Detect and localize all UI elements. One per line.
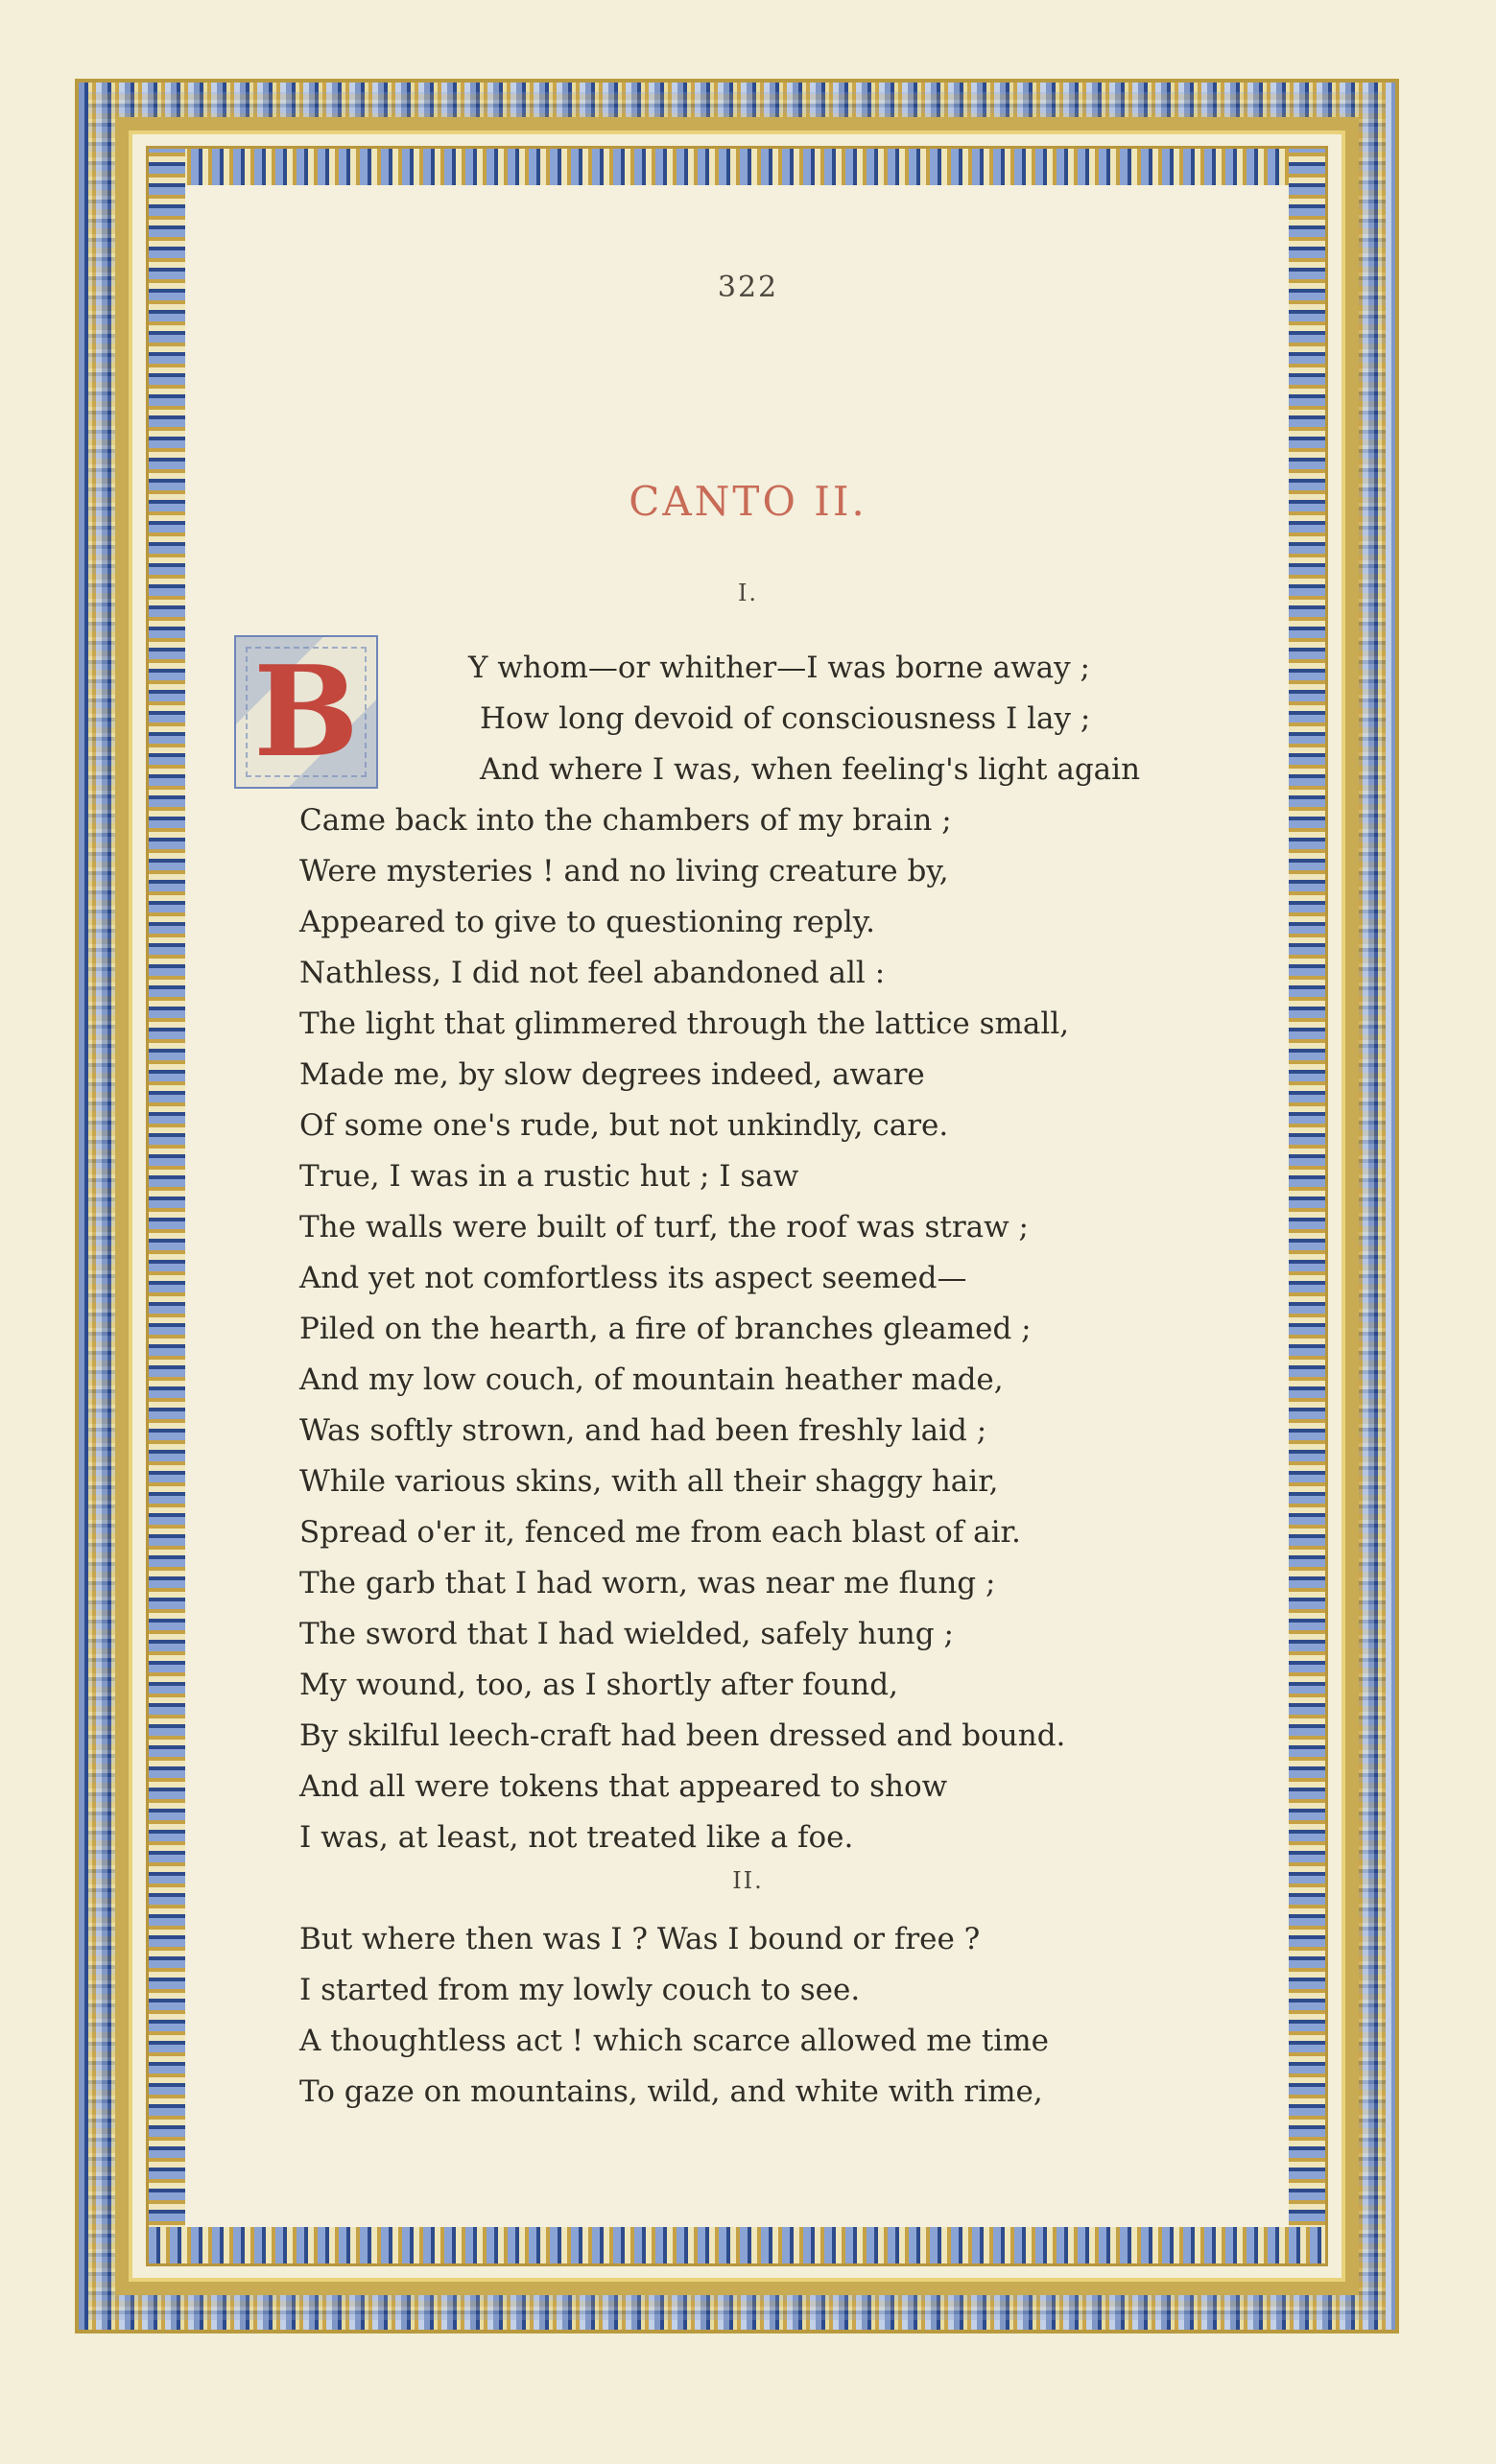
poem-line: While various skins, with all their shaggy hair, bbox=[299, 1464, 999, 1499]
poem-line: Y whom—or whither—I was borne away ; bbox=[468, 651, 1090, 685]
poem-line: How long devoid of consciousness I lay ; bbox=[480, 701, 1091, 736]
stanza-mark-2: II. bbox=[732, 1867, 764, 1894]
poem-line: And where I was, when feeling's light again bbox=[480, 752, 1141, 787]
stanza-mark-1: I. bbox=[737, 580, 759, 606]
poem-line: I was, at least, not treated like a foe. bbox=[299, 1820, 854, 1855]
poem-line: Came back into the chambers of my brain ; bbox=[299, 803, 952, 838]
poem-line: True, I was in a rustic hut ; I saw bbox=[299, 1159, 799, 1194]
ornamental-border-right bbox=[1289, 149, 1325, 2263]
poem-line: My wound, too, as I shortly after found, bbox=[299, 1668, 898, 1702]
poem-line: I started from my lowly couch to see. bbox=[299, 1973, 861, 2007]
poem-line: The sword that I had wielded, safely hung ; bbox=[299, 1617, 954, 1651]
page-number: 322 bbox=[717, 271, 779, 304]
poem-line: The garb that I had worn, was near me flung ; bbox=[299, 1566, 996, 1600]
poem-line: Of some one's rude, but not unkindly, care. bbox=[299, 1108, 949, 1143]
poem-line: Nathless, I did not feel abandoned all : bbox=[299, 956, 886, 990]
canto-title: CANTO II. bbox=[629, 478, 867, 525]
poem-line: And yet not comfortless its aspect seemed— bbox=[299, 1261, 967, 1295]
poem-line: By skilful leech-craft had been dressed and bound. bbox=[299, 1718, 1066, 1753]
poem-line: And all were tokens that appeared to show bbox=[299, 1769, 948, 1804]
poem-body bbox=[299, 643, 1182, 2118]
poem-line: Were mysteries ! and no living creature by, bbox=[299, 854, 949, 888]
ornamental-border-left bbox=[149, 149, 185, 2263]
poem-line: Appeared to give to questioning reply. bbox=[299, 905, 876, 939]
poem-line: The walls were built of turf, the roof was straw ; bbox=[299, 1210, 1029, 1244]
poem-line: But where then was I ? Was I bound or free ? bbox=[299, 1922, 981, 1956]
poem-line: Made me, by slow degrees indeed, aware bbox=[299, 1057, 925, 1092]
poem-line: A thoughtless act ! which scarce allowed me time bbox=[299, 2024, 1049, 2058]
dropcap-letter: B bbox=[253, 638, 359, 785]
poem-line: Spread o'er it, fenced me from each blast of air. bbox=[299, 1515, 1021, 1550]
poem-line: Piled on the hearth, a fire of branches gleamed ; bbox=[299, 1312, 1032, 1346]
poem-line: And my low couch, of mountain heather made, bbox=[299, 1362, 1004, 1397]
poem-line: Was softly strown, and had been freshly laid ; bbox=[299, 1413, 987, 1448]
poem-line: The light that glimmered through the lattice small, bbox=[299, 1007, 1070, 1041]
poem-line: To gaze on mountains, wild, and white with rime, bbox=[299, 2074, 1043, 2109]
